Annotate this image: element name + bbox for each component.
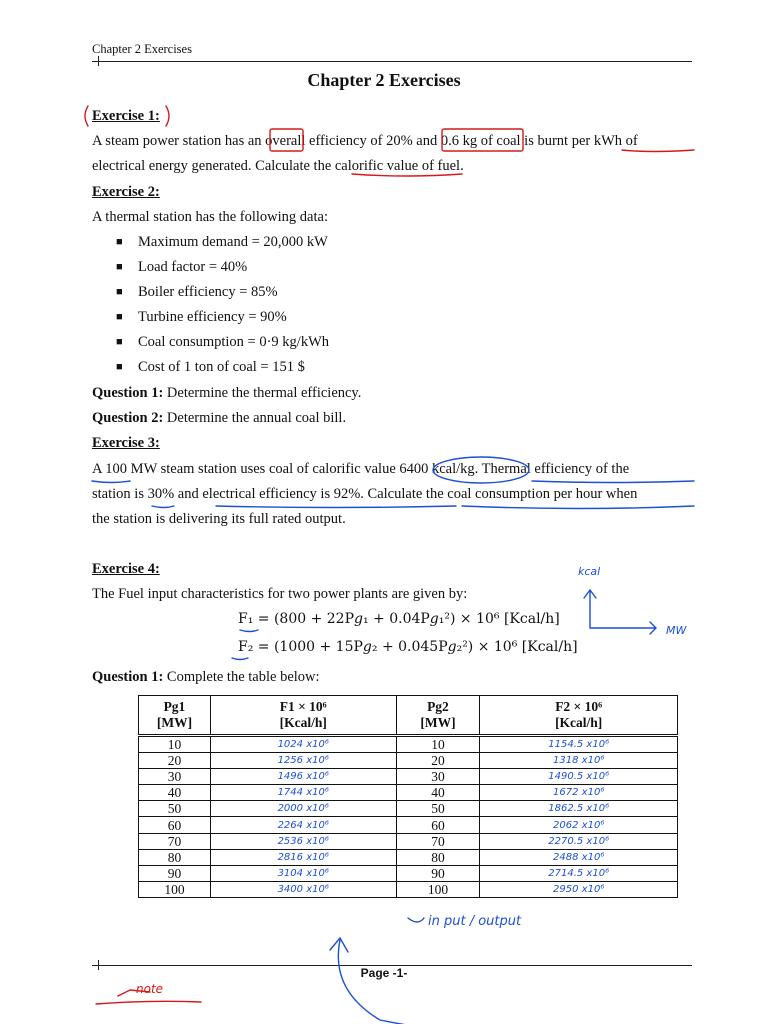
blue-sweep-arrow-icon — [338, 940, 500, 1024]
question-text: Determine the thermal efficiency. — [163, 385, 362, 401]
f1-handwritten-cell: 1024 x10⁶ — [210, 736, 396, 753]
kcal-axis-label: kcal — [578, 565, 601, 578]
data-item: Turbine efficiency = 90% — [138, 309, 287, 325]
bullet-icon: ■ — [116, 336, 123, 348]
pg1-cell: 100 — [139, 881, 211, 897]
bullet-icon: ■ — [116, 286, 123, 298]
page-number: Page -1- — [360, 966, 408, 980]
pg1-cell: 80 — [139, 849, 211, 865]
red-underline-icon — [96, 1001, 201, 1004]
pg2-cell: 40 — [396, 785, 480, 801]
pg2-cell: 10 — [396, 736, 480, 753]
pg2-cell: 30 — [396, 769, 480, 785]
bullet-icon: ■ — [116, 311, 123, 323]
f2-handwritten-cell: 1490.5 x10⁶ — [480, 769, 678, 785]
f2-handwritten-cell: 1154.5 x10⁶ — [480, 736, 678, 753]
bullet-icon: ■ — [116, 236, 123, 248]
pg1-cell: 40 — [139, 785, 211, 801]
axis-right-arrow-icon — [590, 622, 656, 634]
question-label: Question 1: — [92, 669, 164, 685]
data-item: Maximum demand = 20,000 kW — [138, 234, 328, 250]
f1-handwritten-cell: 1256 x10⁶ — [210, 753, 396, 769]
exercise-1-heading: Exercise 1: — [92, 108, 160, 124]
bullet-icon: ■ — [116, 261, 123, 273]
f1-handwritten-cell: 2536 x10⁶ — [210, 833, 396, 849]
red-underline-icon — [622, 150, 694, 152]
blue-underline-icon — [462, 506, 694, 509]
data-item: Load factor = 40% — [138, 259, 248, 275]
f2-handwritten-cell: 2488 x10⁶ — [480, 849, 678, 865]
running-header: Chapter 2 Exercises — [92, 42, 192, 56]
f2-handwritten-cell: 2714.5 x10⁶ — [480, 865, 678, 881]
f1-handwritten-cell: 1744 x10⁶ — [210, 785, 396, 801]
red-brace-icon — [85, 106, 88, 126]
f1-handwritten-cell: 3104 x10⁶ — [210, 865, 396, 881]
pg2-cell: 80 — [396, 849, 480, 865]
column-header-f1: F1 × 10⁶ [Kcal/h] — [210, 696, 396, 736]
exercise-1-line-2: electrical energy generated. Calculate the calorific value of fuel. — [92, 158, 464, 174]
equation-f1: F₁ = (800 + 22P𝑔₁ + 0.04P𝑔₁²) × 10⁶ [Kcal/h] — [238, 611, 560, 627]
blue-underline-icon — [232, 658, 248, 660]
blue-underline-icon — [92, 481, 130, 483]
f1-handwritten-cell: 3400 x10⁶ — [210, 881, 396, 897]
question-label: Question 2: — [92, 410, 164, 426]
pg2-cell: 70 — [396, 833, 480, 849]
pg1-cell: 70 — [139, 833, 211, 849]
column-header-pg1: Pg1 [MW] — [139, 696, 211, 736]
question-text: Determine the annual coal bill. — [163, 410, 347, 426]
mw-axis-label: MW — [666, 624, 687, 637]
f1-handwritten-cell: 2264 x10⁶ — [210, 817, 396, 833]
blue-circle-icon — [433, 457, 529, 483]
axis-up-arrow-icon — [584, 590, 596, 628]
pg2-cell: 60 — [396, 817, 480, 833]
equation-f2: F₂ = (1000 + 15P𝑔₂ + 0.045P𝑔₂²) × 10⁶ [Kcal/h] — [238, 639, 578, 655]
column-header-f2: F2 × 10⁶ [Kcal/h] — [480, 696, 678, 736]
f2-handwritten-cell: 1672 x10⁶ — [480, 785, 678, 801]
pg1-cell: 20 — [139, 753, 211, 769]
exercise-3-line-1: A 100 MW steam station uses coal of calorific value 6400 kcal/kg. Thermal efficiency of the — [92, 461, 630, 477]
exercise-3-heading: Exercise 3: — [92, 435, 160, 451]
f1-handwritten-cell: 2816 x10⁶ — [210, 849, 396, 865]
bullet-icon: ■ — [116, 361, 123, 373]
exercise-3-line-3: the station is delivering its full rated output. — [92, 511, 346, 527]
data-item: Cost of 1 ton of coal = 151 $ — [138, 359, 305, 375]
question-label: Question 1: — [92, 385, 164, 401]
exercise-4-heading: Exercise 4: — [92, 561, 160, 577]
blue-underline-icon — [240, 630, 258, 632]
f1-handwritten-cell: 1496 x10⁶ — [210, 769, 396, 785]
f2-handwritten-cell: 1862.5 x10⁶ — [480, 801, 678, 817]
red-box-icon — [270, 129, 303, 151]
pg2-cell: 90 — [396, 865, 480, 881]
pg1-cell: 90 — [139, 865, 211, 881]
question-text: Complete the table below: — [163, 669, 320, 685]
red-box-icon — [442, 129, 523, 151]
exercise-4-intro: The Fuel input characteristics for two power plants are given by: — [92, 586, 468, 602]
f2-handwritten-cell: 2062 x10⁶ — [480, 817, 678, 833]
f2-handwritten-cell: 2950 x10⁶ — [480, 881, 678, 897]
data-item: Boiler efficiency = 85% — [138, 284, 278, 300]
red-brace-icon — [166, 106, 169, 126]
exercise-2-heading: Exercise 2: — [92, 184, 160, 200]
exercise-2-intro: A thermal station has the following data: — [92, 209, 328, 225]
pg1-cell: 60 — [139, 817, 211, 833]
exercise-1-line-1: A steam power station has an overall efficiency of 20% and 0.6 kg of coal is burnt per kWh of — [92, 133, 638, 149]
f2-handwritten-cell: 2270.5 x10⁶ — [480, 833, 678, 849]
pg2-cell: 20 — [396, 753, 480, 769]
f1-handwritten-cell: 2000 x10⁶ — [210, 801, 396, 817]
column-header-pg2: Pg2 [MW] — [396, 696, 480, 736]
page-title: Chapter 2 Exercises — [307, 70, 461, 90]
exercise-3-line-2: station is 30% and electrical efficiency is 92%. Calculate the coal consumption per hour when — [92, 486, 638, 502]
blue-underline-icon — [152, 506, 174, 508]
pg2-cell: 100 — [396, 881, 480, 897]
pg1-cell: 50 — [139, 801, 211, 817]
pg1-cell: 10 — [139, 736, 211, 753]
note-arrow-icon — [118, 990, 150, 996]
data-item: Coal consumption = 0·9 kg/kWh — [138, 334, 330, 350]
pg1-cell: 30 — [139, 769, 211, 785]
blue-curl-icon — [408, 918, 424, 922]
f2-handwritten-cell: 1318 x10⁶ — [480, 753, 678, 769]
pg2-cell: 50 — [396, 801, 480, 817]
red-underline-icon — [352, 174, 462, 176]
input-output-note: in put / output — [428, 914, 522, 929]
blue-underline-icon — [532, 481, 694, 483]
note-label: note — [136, 982, 164, 996]
blue-underline-icon — [216, 506, 456, 508]
